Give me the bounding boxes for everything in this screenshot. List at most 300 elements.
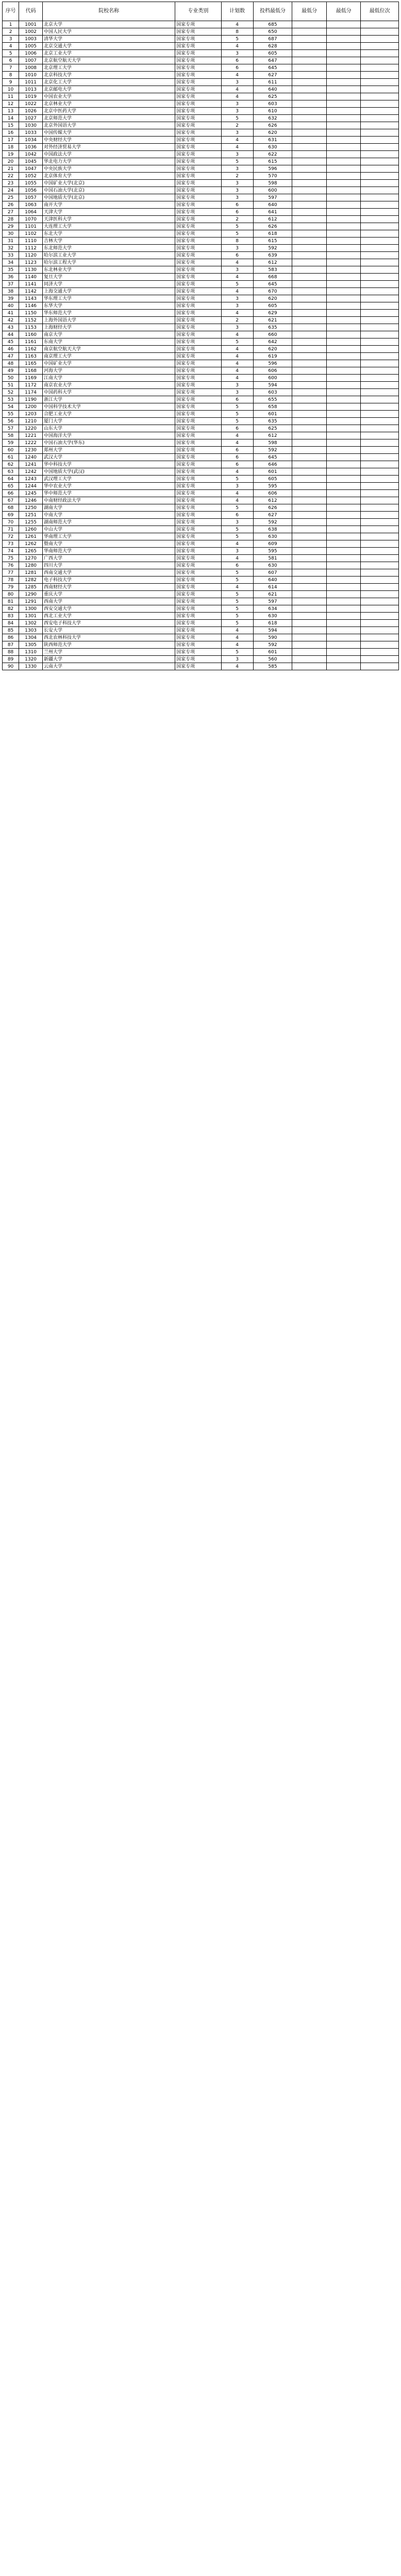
table-cell [361,144,399,151]
table-cell: 1011 [19,79,43,86]
table-cell: 东南大学 [43,338,175,346]
table-cell: 612 [253,497,292,504]
table-cell: 厦门大学 [43,418,175,425]
table-cell: 国家专项 [175,663,222,670]
table-row [3,555,399,562]
table-cell: 32 [3,245,19,252]
table-cell: 1305 [19,641,43,649]
table-cell: 583 [253,266,292,274]
table-cell [361,447,399,454]
table-cell: 1203 [19,411,43,418]
table-cell [292,425,327,432]
table-cell [326,108,361,115]
table-cell [292,21,327,28]
table-cell [361,331,399,338]
table-cell [292,295,327,302]
table-cell: 1290 [19,591,43,598]
table-cell: 国家专项 [175,562,222,569]
table-cell: 4 [221,137,253,144]
table-cell: 1110 [19,238,43,245]
table-cell [361,584,399,591]
table-cell: 1003 [19,36,43,43]
table-row [3,28,399,36]
table-cell: 1112 [19,245,43,252]
table-cell [361,418,399,425]
table-cell [361,288,399,295]
table-cell: 国家专项 [175,43,222,50]
table-cell: 清华大学 [43,36,175,43]
table-cell [292,432,327,439]
table-cell: 国家专项 [175,302,222,310]
table-cell: 国家专项 [175,418,222,425]
table-cell: 19 [3,151,19,158]
table-cell: 18 [3,144,19,151]
table-cell: 33 [3,252,19,259]
table-cell: 615 [253,238,292,245]
table-cell [292,375,327,382]
table-cell [292,187,327,194]
table-cell [292,93,327,100]
table-cell: 13 [3,108,19,115]
table-row [3,50,399,57]
table-cell: 58 [3,432,19,439]
table-cell [292,490,327,497]
table-cell: 国家专项 [175,310,222,317]
table-cell: 国家专项 [175,252,222,259]
table-cell [361,627,399,634]
table-cell: 1244 [19,483,43,490]
table-cell: 1140 [19,274,43,281]
table-cell: 638 [253,526,292,533]
table-cell [361,382,399,389]
table-row [3,324,399,331]
table-cell: 1190 [19,396,43,403]
table-cell: 4 [221,346,253,353]
table-cell: 1101 [19,223,43,230]
table-cell: 36 [3,274,19,281]
table-cell: 25 [3,194,19,201]
table-cell: 610 [253,108,292,115]
table-cell: 北京体育大学 [43,173,175,180]
table-cell: 6 [221,425,253,432]
table-cell: 1210 [19,418,43,425]
table-cell: 626 [253,223,292,230]
table-cell: 7 [3,64,19,72]
table-cell [326,72,361,79]
table-cell: 4 [221,310,253,317]
table-cell: 天津医科大学 [43,216,175,223]
table-cell: 645 [253,64,292,72]
table-cell: 601 [253,468,292,476]
table-cell [361,476,399,483]
table-cell: 625 [253,425,292,432]
table-cell: 国家专项 [175,353,222,360]
table-cell: 湖南师范大学 [43,519,175,526]
table-cell: 国家专项 [175,288,222,295]
table-cell [326,468,361,476]
table-cell: 云南大学 [43,663,175,670]
table-row [3,338,399,346]
table-row [3,548,399,555]
table-cell: 国家专项 [175,360,222,367]
table-cell: 9 [3,79,19,86]
table-cell: 国家专项 [175,36,222,43]
table-cell: 6 [221,209,253,216]
table-cell [326,613,361,620]
table-cell [361,649,399,656]
table-cell: 603 [253,389,292,396]
header-cell: 专业类别 [175,2,222,21]
table-cell: 61 [3,454,19,461]
table-row [3,591,399,598]
table-cell: 34 [3,259,19,266]
table-cell [292,79,327,86]
table-cell [326,439,361,447]
table-row [3,194,399,201]
table-cell: 1161 [19,338,43,346]
table-cell: 1019 [19,93,43,100]
table-row [3,382,399,389]
table-row [3,483,399,490]
table-cell: 华中师范大学 [43,490,175,497]
table-cell: 4 [221,584,253,591]
table-cell: 620 [253,346,292,353]
table-cell: 3 [221,50,253,57]
table-cell: 1141 [19,281,43,288]
table-cell [361,223,399,230]
table-cell [361,634,399,641]
table-cell [361,540,399,548]
table-cell [361,108,399,115]
table-cell [292,86,327,93]
table-cell: 暨南大学 [43,540,175,548]
table-cell: 88 [3,649,19,656]
table-cell [326,201,361,209]
table-cell [361,461,399,468]
table-cell [326,411,361,418]
table-cell: 东北林业大学 [43,266,175,274]
table-cell: 645 [253,281,292,288]
table-cell [361,28,399,36]
table-cell: 51 [3,382,19,389]
header-cell: 最低分 [292,2,327,21]
table-cell [326,165,361,173]
table-cell: 62 [3,461,19,468]
table-cell: 国家专项 [175,555,222,562]
table-row [3,288,399,295]
table-cell [292,137,327,144]
table-row [3,663,399,670]
table-cell: 1262 [19,540,43,548]
table-cell: 635 [253,418,292,425]
table-cell [326,476,361,483]
table-cell [361,338,399,346]
table-cell [326,627,361,634]
table-cell [326,252,361,259]
table-cell: 1230 [19,447,43,454]
table-cell: 1165 [19,360,43,367]
table-cell: 国家专项 [175,584,222,591]
table-cell [292,158,327,165]
table-cell: 647 [253,57,292,64]
table-cell [361,187,399,194]
table-cell: 4 [3,43,19,50]
table-cell: 国家专项 [175,238,222,245]
table-cell: 625 [253,93,292,100]
table-cell: 1002 [19,28,43,36]
table-row [3,230,399,238]
table-cell: 4 [221,93,253,100]
table-cell: 3 [221,483,253,490]
table-cell [361,209,399,216]
table-cell: 3 [221,245,253,252]
table-cell: 87 [3,641,19,649]
table-cell: 78 [3,577,19,584]
table-cell: 592 [253,641,292,649]
table-cell: 56 [3,418,19,425]
table-cell [326,533,361,540]
table-cell [361,310,399,317]
table-cell [326,641,361,649]
table-cell: 国家专项 [175,591,222,598]
table-cell: 4 [221,375,253,382]
table-cell [361,122,399,129]
table-row [3,43,399,50]
table-row [3,137,399,144]
table-cell [326,569,361,577]
table-cell: 6 [3,57,19,64]
table-cell: 630 [253,562,292,569]
table-cell: 西北农林科技大学 [43,634,175,641]
table-cell: 4 [221,259,253,266]
table-row [3,100,399,108]
table-cell: 国家专项 [175,331,222,338]
table-cell: 655 [253,396,292,403]
table-cell: 上海外国语大学 [43,317,175,324]
table-cell [292,569,327,577]
table-cell: 国家专项 [175,620,222,627]
table-cell [292,548,327,555]
table-cell: 1270 [19,555,43,562]
table-cell [326,519,361,526]
table-cell [361,230,399,238]
table-cell: 西南财经大学 [43,584,175,591]
table-cell: 1168 [19,367,43,375]
table-cell: 52 [3,389,19,396]
table-cell: 国家专项 [175,115,222,122]
table-row [3,519,399,526]
table-row [3,252,399,259]
table-cell [361,468,399,476]
table-cell [326,230,361,238]
table-cell: 1 [3,21,19,28]
table-cell: 国家专项 [175,86,222,93]
table-cell [361,454,399,461]
table-cell [292,411,327,418]
table-cell: 619 [253,353,292,360]
header-cell: 序号 [3,2,19,21]
table-cell [292,209,327,216]
table-cell [361,86,399,93]
table-cell [292,360,327,367]
table-cell: 1120 [19,252,43,259]
table-cell [361,238,399,245]
table-cell: 北京邮电大学 [43,86,175,93]
table-cell: 山东大学 [43,425,175,432]
table-cell: 620 [253,129,292,137]
table-row [3,187,399,194]
table-row [3,266,399,274]
table-cell [326,512,361,519]
table-cell [326,360,361,367]
table-cell: 601 [253,649,292,656]
table-cell: 1302 [19,620,43,627]
table-row [3,180,399,187]
table-cell: 上海交通大学 [43,288,175,295]
table-row [3,490,399,497]
table-cell: 69 [3,512,19,519]
table-cell: 639 [253,252,292,259]
table-row [3,353,399,360]
table-cell: 1300 [19,605,43,613]
table-cell: 3 [221,180,253,187]
table-cell [326,620,361,627]
table-cell [292,512,327,519]
table-cell: 1301 [19,613,43,620]
table-row [3,129,399,137]
table-cell: 广西大学 [43,555,175,562]
table-row [3,461,399,468]
table-cell [292,266,327,274]
table-cell: 国家专项 [175,389,222,396]
table-cell: 4 [221,144,253,151]
table-row [3,504,399,512]
table-cell: 国家专项 [175,649,222,656]
table-cell [326,100,361,108]
table-cell [326,187,361,194]
table-cell [292,584,327,591]
table-cell: 1150 [19,310,43,317]
table-cell [292,613,327,620]
table-cell: 1251 [19,512,43,519]
table-cell: 国家专项 [175,100,222,108]
table-cell: 6 [221,64,253,72]
table-cell [361,613,399,620]
table-cell [361,259,399,266]
table-cell [326,86,361,93]
table-row [3,605,399,613]
table-cell [292,476,327,483]
table-cell [326,382,361,389]
table-cell: 594 [253,627,292,634]
table-cell [292,252,327,259]
table-cell [292,634,327,641]
table-cell [361,274,399,281]
table-cell [361,64,399,72]
table-cell: 国家专项 [175,209,222,216]
table-cell [326,649,361,656]
table-cell: 601 [253,411,292,418]
table-cell: 14 [3,115,19,122]
table-cell [361,389,399,396]
table-cell: 国家专项 [175,137,222,144]
table-cell [292,389,327,396]
table-cell: 11 [3,93,19,100]
table-cell [326,396,361,403]
table-row [3,209,399,216]
table-cell [361,50,399,57]
table-cell: 国家专项 [175,93,222,100]
table-cell: 3 [221,302,253,310]
table-cell [361,201,399,209]
table-row [3,331,399,338]
table-cell: 1243 [19,476,43,483]
table-cell: 5 [221,418,253,425]
table-cell: 南开大学 [43,201,175,209]
table-cell: 1169 [19,375,43,382]
table-cell [361,266,399,274]
table-cell: 668 [253,274,292,281]
table-cell: 北京理工大学 [43,64,175,72]
table-row [3,497,399,504]
table-cell: 6 [221,461,253,468]
table-cell [292,454,327,461]
table-cell: 国家专项 [175,627,222,634]
table-cell: 622 [253,151,292,158]
table-row [3,57,399,64]
table-cell: 1261 [19,533,43,540]
table-cell [326,64,361,72]
table-cell: 国家专项 [175,57,222,64]
table-cell: 4 [221,353,253,360]
table-cell: 国家专项 [175,187,222,194]
table-row [3,259,399,266]
table-cell: 2 [221,173,253,180]
table-cell: 国家专项 [175,476,222,483]
table-cell: 612 [253,259,292,266]
table-cell: 37 [3,281,19,288]
table-cell [326,151,361,158]
table-cell: 国家专项 [175,245,222,252]
table-row [3,360,399,367]
table-cell: 5 [221,115,253,122]
table-cell: 1010 [19,72,43,79]
table-cell: 国家专项 [175,173,222,180]
table-cell: 592 [253,245,292,252]
table-row [3,403,399,411]
table-cell: 1303 [19,627,43,634]
table-cell: 北京中医药大学 [43,108,175,115]
table-cell [292,555,327,562]
table-cell: 国家专项 [175,201,222,209]
table-cell: 16 [3,129,19,137]
table-cell [292,353,327,360]
table-cell: 国家专项 [175,317,222,324]
table-cell: 4 [221,663,253,670]
table-cell [326,555,361,562]
table-cell [361,620,399,627]
table-cell: 国家专项 [175,295,222,302]
table-cell: 复旦大学 [43,274,175,281]
table-cell: 29 [3,223,19,230]
table-cell [326,331,361,338]
table-cell: 606 [253,367,292,375]
table-cell [292,331,327,338]
table-cell: 国家专项 [175,216,222,223]
table-cell: 631 [253,137,292,144]
table-cell [326,548,361,555]
table-cell [292,28,327,36]
